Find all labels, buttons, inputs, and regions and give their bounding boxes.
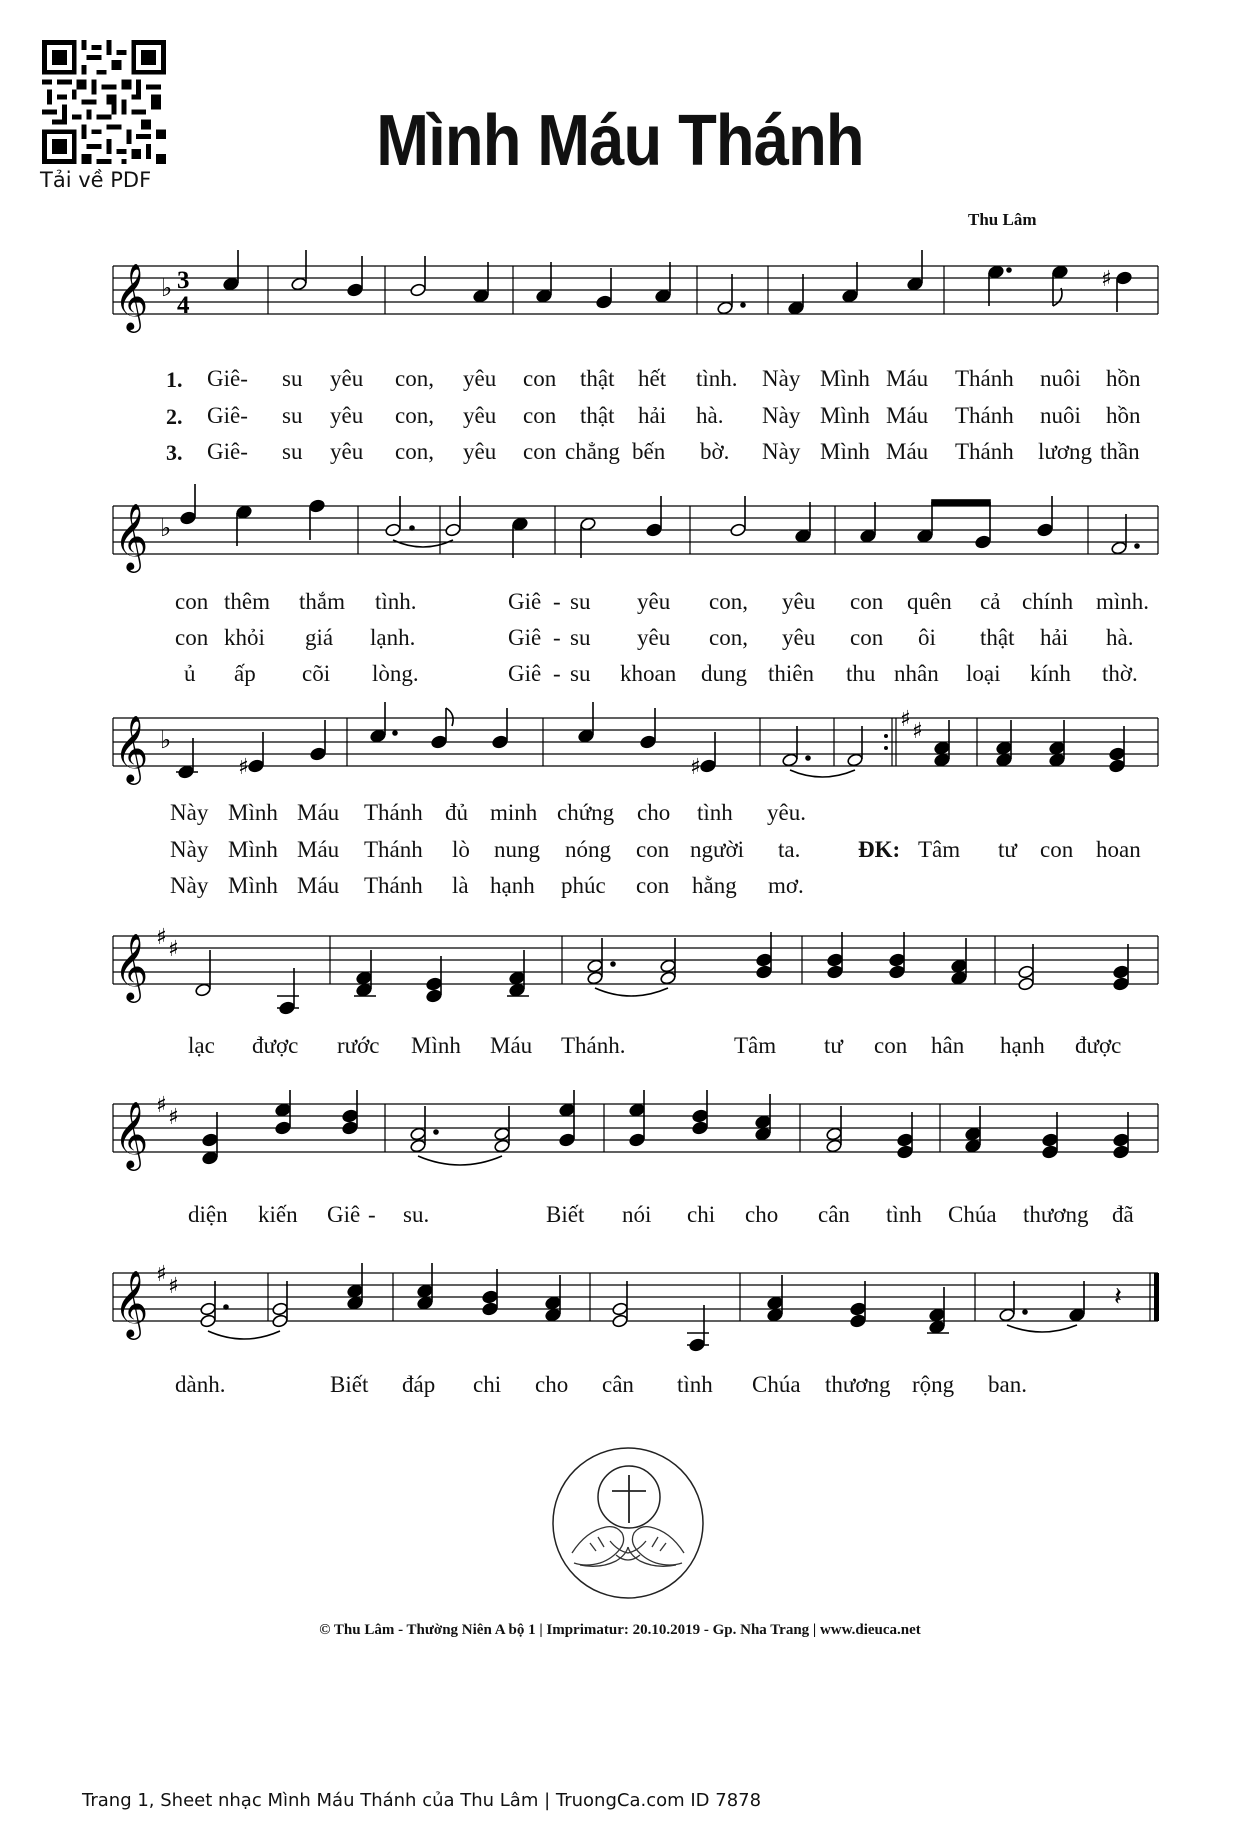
lyric-word: chi xyxy=(687,1202,716,1227)
lyric-word: cho xyxy=(745,1202,779,1227)
lyric-word: hồn xyxy=(1106,403,1141,428)
sharp-icon: ♯ xyxy=(156,1262,167,1287)
lyric-word: su xyxy=(282,403,303,428)
lyric-word: yêu. xyxy=(767,800,806,825)
lyric-word: lạc xyxy=(188,1033,215,1058)
lyric-word: Máu xyxy=(297,837,340,862)
lyric-word: Thánh. xyxy=(561,1033,626,1058)
lyric-word: Giê xyxy=(508,661,542,686)
lyric-word: thần xyxy=(1100,439,1140,464)
lyric-word: giá xyxy=(305,625,334,650)
lyric-word: Thánh xyxy=(955,366,1014,391)
lyric-word: khoan xyxy=(620,661,677,686)
lyric-word: thật xyxy=(980,625,1015,650)
lyric-word: Mình xyxy=(820,403,870,428)
lyric-word: Giê- xyxy=(207,439,248,464)
lyric-word: su xyxy=(570,625,591,650)
staff-system-1 xyxy=(0,240,1240,360)
lyric-word: tình. xyxy=(375,589,417,614)
lyric-word: nóng xyxy=(565,837,611,862)
sharp-icon: ♯ xyxy=(690,755,701,780)
lyric-word: con, xyxy=(395,403,434,428)
lyric-word: Chúa xyxy=(948,1202,997,1227)
lyric-word: bờ. xyxy=(700,439,730,464)
treble-clef-icon: 𝄞 xyxy=(114,502,149,570)
treble-clef-icon: 𝄞 xyxy=(114,1269,149,1337)
sharp-icon: ♯ xyxy=(156,1093,167,1118)
lyric-word: minh xyxy=(490,800,538,825)
lyric-word: hồn xyxy=(1106,366,1141,391)
lyric-word: Thánh xyxy=(955,439,1014,464)
lyric-word: Máu xyxy=(886,403,929,428)
lyric-word: thu xyxy=(846,661,876,686)
lyric-word: cho xyxy=(535,1372,569,1397)
lyric-word: su xyxy=(570,661,591,686)
lyric-word: tình xyxy=(677,1372,713,1397)
lyric-word: hạnh xyxy=(490,873,535,898)
verse-number-1: 1. xyxy=(166,367,183,392)
lyric-word: Máu xyxy=(490,1033,533,1058)
copyright-footer: © Thu Lâm - Thường Niên A bộ 1 | Imprimatur: 20.10.2019 - Gp. Nha Trang | www.dieuca.net xyxy=(319,1622,921,1638)
lyric-word: - xyxy=(553,589,561,614)
lyric-word: tình xyxy=(697,800,733,825)
lyric-word: lương xyxy=(1038,439,1093,464)
lyric-word: nhân xyxy=(894,661,939,686)
lyric-word: yêu xyxy=(330,439,364,464)
lyric-word: Chúa xyxy=(752,1372,801,1397)
lyric-word: Mình xyxy=(228,800,278,825)
lyric-word: thiên xyxy=(768,661,814,686)
lyric-word: con, xyxy=(395,366,434,391)
lyric-word: thật xyxy=(580,366,615,391)
eucharist-hands-host-icon xyxy=(550,1445,706,1601)
staff-system-3 xyxy=(0,690,1240,800)
lyric-word: hân xyxy=(931,1033,965,1058)
lyric-word: Mình xyxy=(411,1033,461,1058)
lyric-word: con, xyxy=(395,439,434,464)
lyric-word: con xyxy=(636,873,670,898)
lyric-word: con xyxy=(850,625,884,650)
lyric-word: mơ. xyxy=(768,873,804,898)
lyric-word: hà. xyxy=(696,403,724,428)
lyric-word: hải xyxy=(1040,625,1069,650)
flat-icon: ♭ xyxy=(160,726,172,754)
staff-system-4 xyxy=(0,905,1240,1025)
lyric-word: yêu xyxy=(637,589,671,614)
lyric-word: Tâm xyxy=(918,837,961,862)
lyric-word: con xyxy=(874,1033,908,1058)
lyric-word: cho xyxy=(637,800,671,825)
lyric-word: yêu xyxy=(782,589,816,614)
lyric-word: Tâm xyxy=(734,1033,777,1058)
sharp-icon: ♯ xyxy=(168,1105,179,1130)
lyric-word: là xyxy=(452,873,469,898)
lyric-word: kiến xyxy=(258,1202,298,1227)
lyric-word: cân xyxy=(818,1202,850,1227)
lyric-word: Này xyxy=(762,439,801,464)
lyric-word: lòng. xyxy=(372,661,419,686)
lyric-word: chi xyxy=(473,1372,502,1397)
lyric-word: chẳng xyxy=(565,439,620,464)
lyric-word: tư xyxy=(824,1033,843,1058)
lyric-word: hết xyxy=(638,366,667,391)
lyric-word: chứng xyxy=(557,800,615,825)
lyric-word: Mình xyxy=(228,837,278,862)
lyric-word: con xyxy=(636,837,670,862)
lyric-word: nung xyxy=(494,837,540,862)
lyric-word: ủ xyxy=(184,661,196,686)
lyric-word: - xyxy=(553,661,561,686)
lyric-word: khỏi xyxy=(224,625,265,650)
lyric-word: Máu xyxy=(886,366,929,391)
lyric-word: tư xyxy=(998,837,1017,862)
lyric-word: Này xyxy=(170,873,209,898)
lyric-word: Giê xyxy=(327,1202,361,1227)
treble-clef-icon: 𝄞 xyxy=(114,262,149,330)
lyric-word: Này xyxy=(762,366,801,391)
lyric-word: Biết xyxy=(330,1372,369,1397)
lyric-word: ban. xyxy=(988,1372,1027,1397)
lyric-word: dung xyxy=(701,661,747,686)
lyric-word: Mình xyxy=(820,366,870,391)
lyric-word: ôi xyxy=(918,625,936,650)
lyric-word: hạnh xyxy=(1000,1033,1045,1058)
verse-number-3: 3. xyxy=(166,440,183,465)
lyric-word: rước xyxy=(337,1033,380,1058)
lyric-word: thắm xyxy=(299,589,345,614)
verse-number-2: 2. xyxy=(166,404,183,429)
lyric-word: nói xyxy=(622,1202,652,1227)
lyric-word: Giê xyxy=(508,589,542,614)
lyric-word: được xyxy=(252,1033,299,1058)
flat-icon: ♭ xyxy=(160,514,172,542)
lyric-word: Này xyxy=(762,403,801,428)
lyric-word: Biết xyxy=(546,1202,585,1227)
lyric-word: Mình xyxy=(820,439,870,464)
lyric-word: được xyxy=(1075,1033,1122,1058)
lyric-word: con xyxy=(850,589,884,614)
lyric-word: phúc xyxy=(561,873,606,898)
lyric-word: đáp xyxy=(402,1372,436,1397)
song-title: Mình Máu Thánh xyxy=(376,101,864,181)
sharp-icon: ♯ xyxy=(912,719,923,744)
lyric-word: cả xyxy=(980,589,1001,614)
lyric-word: Máu xyxy=(297,873,340,898)
lyric-word: bến xyxy=(632,439,666,464)
lyric-word: hằng xyxy=(692,873,737,898)
lyric-word: nuôi xyxy=(1040,403,1081,428)
time-signature: 3 xyxy=(177,267,190,294)
lyric-word: loại xyxy=(966,661,1001,686)
treble-clef-icon: 𝄞 xyxy=(114,932,149,1000)
lyric-word: đủ xyxy=(445,800,468,825)
qr-caption[interactable]: Tải về PDF xyxy=(40,168,152,192)
lyric-word: hải xyxy=(638,403,667,428)
lyric-word: dành. xyxy=(175,1372,226,1397)
lyric-word: con xyxy=(523,439,557,464)
lyric-word: Máu xyxy=(297,800,340,825)
lyric-word: Máu xyxy=(886,439,929,464)
lyric-word: su xyxy=(282,366,303,391)
lyric-word: con xyxy=(1040,837,1074,862)
lyric-word: su. xyxy=(403,1202,430,1227)
lyric-word: thương xyxy=(1023,1202,1089,1227)
lyric-word: Thánh xyxy=(364,873,423,898)
lyric-word: Giê xyxy=(508,625,542,650)
lyric-word: quên xyxy=(907,589,952,614)
sharp-icon: ♯ xyxy=(156,925,167,950)
lyric-word: cõi xyxy=(302,661,331,686)
lyric-word: con xyxy=(175,589,209,614)
treble-clef-icon: 𝄞 xyxy=(114,714,149,782)
lyric-word: yêu xyxy=(463,366,497,391)
lyric-word: Thánh xyxy=(364,837,423,862)
lyric-word: mình. xyxy=(1096,589,1150,614)
staff-system-6 xyxy=(0,1240,1240,1365)
lyric-word: - xyxy=(553,625,561,650)
lyric-word: người xyxy=(690,837,745,862)
lyric-word: con xyxy=(175,625,209,650)
lyric-word: yêu xyxy=(330,366,364,391)
lyric-word: su xyxy=(570,589,591,614)
lyric-word: su xyxy=(282,439,303,464)
lyric-word: ta. xyxy=(778,837,801,862)
quarter-rest-icon: 𝄽 xyxy=(1114,1282,1122,1312)
treble-clef-icon: 𝄞 xyxy=(114,1100,149,1168)
lyric-word: yêu xyxy=(463,439,497,464)
lyric-word: lò xyxy=(452,837,470,862)
lyric-word: con xyxy=(523,403,557,428)
lyric-word: kính xyxy=(1030,661,1071,686)
lyric-word: cân xyxy=(602,1372,634,1397)
lyric-word: ấp xyxy=(234,661,256,686)
lyric-word: thờ. xyxy=(1102,661,1138,686)
lyric-word: Giê- xyxy=(207,403,248,428)
lyric-word: Mình xyxy=(228,873,278,898)
lyric-word: Thánh xyxy=(955,403,1014,428)
lyric-word: con, xyxy=(709,589,748,614)
staff-system-2 xyxy=(0,480,1240,590)
lyric-word: thương xyxy=(825,1372,891,1397)
sharp-icon: ♯ xyxy=(900,707,911,732)
lyric-word: đã xyxy=(1112,1202,1134,1227)
lyric-word: diện xyxy=(188,1202,228,1227)
lyric-word: yêu xyxy=(637,625,671,650)
lyric-word: hà. xyxy=(1106,625,1134,650)
composer-name: Thu Lâm xyxy=(968,210,1037,229)
lyric-word: yêu xyxy=(782,625,816,650)
page-info-footer: Trang 1, Sheet nhạc Mình Máu Thánh của Thu Lâm | TruongCa.com ID 7878 xyxy=(82,1790,762,1811)
lyric-word: Này xyxy=(170,837,209,862)
lyric-word: yêu xyxy=(463,403,497,428)
lyric-word: rộng xyxy=(912,1372,955,1397)
flat-icon: ♭ xyxy=(161,274,173,302)
lyric-word: tình. xyxy=(696,366,738,391)
lyric-word: nuôi xyxy=(1040,366,1081,391)
lyric-word: - xyxy=(368,1202,376,1227)
svg-text:4: 4 xyxy=(177,292,190,319)
lyric-word: con, xyxy=(709,625,748,650)
lyric-word: hoan xyxy=(1096,837,1141,862)
sharp-icon: ♯ xyxy=(168,1274,179,1299)
lyric-word: Thánh xyxy=(364,800,423,825)
sharp-icon: ♯ xyxy=(1101,267,1112,292)
sharp-icon: ♯ xyxy=(238,755,249,780)
staff-system-5 xyxy=(0,1070,1240,1190)
sharp-icon: ♯ xyxy=(168,937,179,962)
lyric-word: con xyxy=(523,366,557,391)
lyric-word: Giê- xyxy=(207,366,248,391)
lyric-word: chính xyxy=(1022,589,1074,614)
lyric-word: yêu xyxy=(330,403,364,428)
lyric-word: Này xyxy=(170,800,209,825)
refrain-label: ĐK: xyxy=(858,837,901,862)
lyric-word: lạnh. xyxy=(370,625,416,650)
lyric-word: thêm xyxy=(224,589,270,614)
lyric-word: thật xyxy=(580,403,615,428)
lyric-word: tình xyxy=(886,1202,922,1227)
